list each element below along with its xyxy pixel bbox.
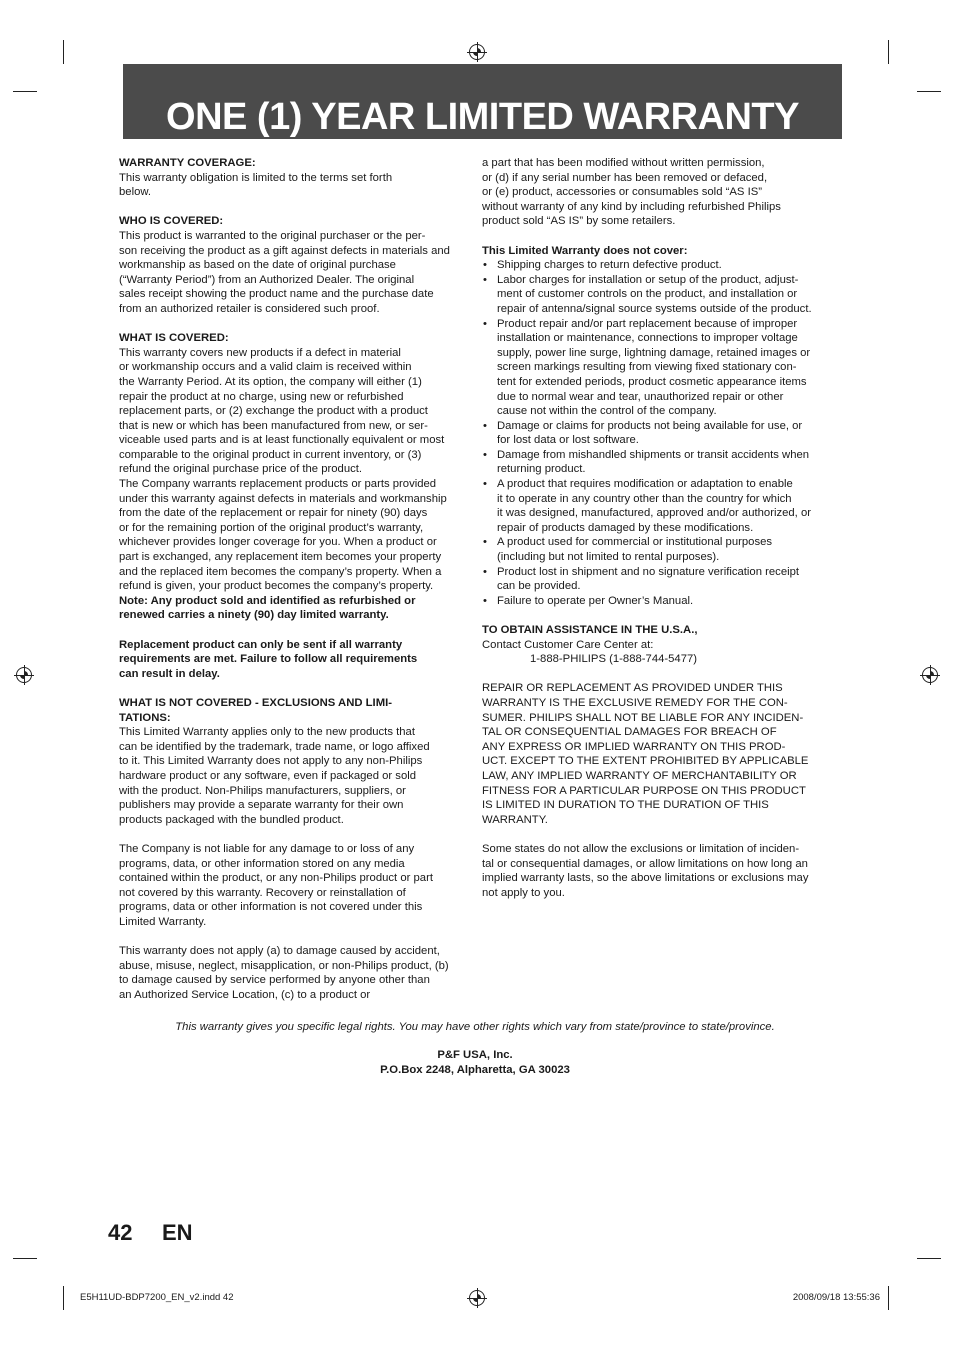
legal-rights-note: This warranty gives you specific legal rights. You may have other rights which vary from state/province to state/province. bbox=[175, 1021, 775, 1033]
text-line: The Company is not liable for any damage to or loss of any bbox=[119, 842, 415, 855]
list-item bbox=[482, 594, 832, 609]
text-line: repair of products damaged by these modifications. bbox=[497, 521, 754, 534]
liability-text bbox=[119, 842, 468, 930]
text-line: programs, data or other information is not covered under this bbox=[119, 901, 423, 914]
crop-mark bbox=[13, 1258, 37, 1259]
text-line: TAL OR CONSEQUENTIAL DAMAGES FOR BREACH OF bbox=[482, 726, 777, 739]
text-line: (including but not limited to rental purposes). bbox=[497, 551, 720, 564]
text-line: that is new or which has been manufactured from new, or ser- bbox=[119, 419, 428, 432]
exclusion-list bbox=[482, 258, 832, 608]
page-number: 42 bbox=[108, 1220, 133, 1245]
text-line: without warranty of any kind by including refurbished Philips bbox=[482, 200, 781, 213]
text-line: • A product used for commercial or institutional purposes bbox=[497, 536, 773, 549]
text-line: requirements are met. Failure to follow all requirements bbox=[119, 653, 418, 666]
file-slug: E5H11UD-BDP7200_EN_v2.indd 42 bbox=[80, 1292, 234, 1303]
text-line: abuse, misuse, neglect, misapplication, or non-Philips product, (b) bbox=[119, 959, 449, 972]
text-line: due to normal wear and tear, unauthorized repair or other bbox=[497, 390, 784, 403]
crop-mark bbox=[917, 1258, 941, 1259]
text-line: it was designed, manufactured, approved and/or authorized, or bbox=[497, 507, 811, 520]
registration-mark-icon bbox=[469, 44, 485, 60]
crop-mark bbox=[63, 1286, 64, 1310]
coverage-text bbox=[119, 171, 468, 200]
what-heading: WHAT IS COVERED: bbox=[119, 332, 229, 345]
text-line: tal or consequential damages, or allow limitations on how long an bbox=[482, 857, 808, 870]
text-line: supply, power line surge, lightning damage, retained images or bbox=[497, 346, 811, 359]
crop-mark bbox=[888, 1286, 889, 1310]
what-text bbox=[119, 346, 468, 594]
text-line: repair of antenna/signal source systems outside of the product. bbox=[497, 302, 812, 315]
text-line: not apply to you. bbox=[482, 886, 565, 899]
text-line: REPAIR OR REPLACEMENT AS PROVIDED UNDER THIS bbox=[482, 682, 783, 695]
page-title: ONE (1) YEAR LIMITED WARRANTY bbox=[166, 96, 799, 138]
crop-mark bbox=[888, 40, 889, 64]
text-line: below. bbox=[119, 186, 152, 199]
text-line: programs, data, or other information stored on any media bbox=[119, 857, 405, 870]
text-line: WARRANTY. bbox=[482, 813, 548, 826]
continued-text bbox=[482, 156, 832, 229]
text-line: Replacement product can only be sent if all warranty bbox=[119, 638, 403, 651]
text-line: This product is warranted to the original purchaser or the per- bbox=[119, 229, 426, 242]
refurbished-note bbox=[119, 594, 468, 623]
text-line: a part that has been modified without written permission, bbox=[482, 157, 765, 169]
registration-mark-icon bbox=[16, 667, 32, 683]
text-line: or (e) product, accessories or consumables sold “AS IS” bbox=[482, 186, 763, 199]
text-line: SUMER. PHILIPS SHALL NOT BE LIABLE FOR ANY INCIDEN- bbox=[482, 711, 804, 724]
company-block bbox=[119, 1048, 831, 1078]
text-line: refund the original purchase price of the product. bbox=[119, 463, 363, 476]
list-item bbox=[482, 258, 832, 273]
text-line: returning product. bbox=[497, 463, 586, 476]
list-item bbox=[482, 317, 832, 419]
text-line: part is exchanged, any replacement item becomes your property bbox=[119, 551, 442, 564]
text-line: WARRANTY IS THE EXCLUSIVE REMEDY FOR THE CON- bbox=[482, 696, 788, 709]
text-line: comparable to the original product in current inventory, or (3) bbox=[119, 448, 422, 461]
text-line: tent for extended periods, product cosmetic appearance items bbox=[497, 375, 807, 388]
who-text bbox=[119, 229, 468, 317]
text-line: Limited Warranty. bbox=[119, 915, 207, 928]
text-line: implied warranty lasts, so the above limitations or exclusions may bbox=[482, 872, 809, 885]
text-line: from an authorized retailer is considered such proof. bbox=[119, 302, 380, 315]
text-line: publishers may provide a separate warranty for their own bbox=[119, 799, 404, 812]
left-column bbox=[119, 156, 468, 1002]
registration-mark-icon bbox=[469, 1290, 485, 1306]
text-line: This warranty does not apply (a) to damage caused by accident, bbox=[119, 945, 440, 958]
text-line: Note: Any product sold and identified as refurbished or bbox=[119, 594, 416, 607]
language-code: EN bbox=[162, 1220, 193, 1245]
text-line: contained within the product, or any non-Philips product or part bbox=[119, 872, 433, 885]
text-line: • Damage from mishandled shipments or transit accidents when bbox=[497, 448, 810, 461]
text-line: The Company warrants replacement products or parts provided bbox=[119, 478, 437, 491]
text-line: • Failure to operate per Owner’s Manual. bbox=[497, 594, 694, 607]
text-line: This Limited Warranty applies only to the new products that bbox=[119, 726, 415, 739]
text-line: product sold “AS IS” by some retailers. bbox=[482, 215, 676, 228]
text-line: • Labor charges for installation or setup of the product, adjust- bbox=[497, 273, 799, 286]
text-line: • Product repair and/or part replacement because of improper bbox=[497, 317, 798, 330]
right-column bbox=[482, 156, 832, 900]
text-line: to damage caused by service performed by anyone other than bbox=[119, 974, 430, 987]
not-covered-text bbox=[119, 725, 468, 827]
text-line: TATIONS: bbox=[119, 711, 171, 724]
crop-mark bbox=[917, 91, 941, 92]
text-line: UCT. EXCEPT TO THE EXTENT PROHIBITED BY APPLICABLE bbox=[482, 755, 809, 768]
text-line: son receiving the product as a gift against defects in materials and bbox=[119, 244, 450, 257]
text-line: with the product. Non-Philips manufacturers, suppliers, or bbox=[119, 784, 406, 797]
text-line: (“Warranty Period”) from an Authorized Dealer. The original bbox=[119, 273, 415, 286]
text-line: not covered by this warranty. Recovery or reinstallation of bbox=[119, 886, 406, 899]
text-line: FITNESS FOR A PARTICULAR PURPOSE ON THIS PRODUCT bbox=[482, 784, 806, 797]
text-line: WHAT IS NOT COVERED - EXCLUSIONS AND LIMI- bbox=[119, 696, 393, 709]
text-line: This warranty obligation is limited to the terms set forth bbox=[119, 171, 393, 184]
text-line: hardware product or any software, even if packaged or sold bbox=[119, 769, 417, 782]
text-line: or for the remaining portion of the original product’s warranty, bbox=[119, 521, 424, 534]
company-name: P&F USA, Inc. bbox=[437, 1049, 513, 1061]
list-item bbox=[482, 273, 832, 317]
list-item bbox=[482, 448, 832, 477]
text-line: replacement parts, or (2) exchange the product with a product bbox=[119, 405, 428, 418]
not-apply-text bbox=[119, 944, 468, 1002]
text-line: installation or maintenance, connections to improper voltage bbox=[497, 332, 798, 345]
title-banner bbox=[123, 64, 842, 139]
not-cover-heading: This Limited Warranty does not cover: bbox=[482, 244, 688, 257]
replacement-note bbox=[119, 638, 468, 682]
text-line: viceable used parts and is at least functionally equivalent or most bbox=[119, 434, 445, 447]
text-line: • Product lost in shipment and no signature verification receipt bbox=[497, 565, 800, 578]
text-line: or (d) if any serial number has been removed or defaced, bbox=[482, 171, 768, 184]
text-line: LAW, ANY IMPLIED WARRANTY OF MERCHANTABILITY OR bbox=[482, 769, 797, 782]
list-item bbox=[482, 477, 832, 535]
text-line: whichever provides longer coverage for you. When a product or bbox=[119, 536, 437, 549]
crop-mark bbox=[63, 40, 64, 64]
not-covered-heading bbox=[119, 696, 468, 725]
crop-mark bbox=[13, 91, 37, 92]
assistance-heading: TO OBTAIN ASSISTANCE IN THE U.S.A., bbox=[482, 624, 698, 636]
text-line: and the replaced item becomes the company’s property. When a bbox=[119, 565, 442, 578]
text-line: cause not within the control of the company. bbox=[497, 405, 717, 418]
text-line: to it. This Limited Warranty does not apply to any non-Philips bbox=[119, 755, 423, 768]
text-line: sales receipt showing the product name and the purchase date bbox=[119, 288, 434, 301]
text-line: This warranty covers new products if a defect in material bbox=[119, 346, 401, 359]
date-slug: 2008/09/18 13:55:36 bbox=[792, 1292, 880, 1303]
text-line: IS LIMITED IN DURATION TO THE DURATION OF THIS bbox=[482, 799, 769, 812]
text-line: renewed carries a ninety (90) day limited warranty. bbox=[119, 609, 389, 622]
text-line: ANY EXPRESS OR IMPLIED WARRANTY ON THIS PROD- bbox=[482, 740, 786, 753]
text-line: the Warranty Period. At its option, the company will either (1) bbox=[119, 375, 422, 388]
text-line: it to operate in any country other than the country for which bbox=[497, 492, 792, 505]
text-line: ment of customer controls on the product, and installation or bbox=[497, 288, 798, 301]
phone-number: 1-888-PHILIPS (1-888-744-5477) bbox=[530, 653, 698, 666]
text-line: Some states do not allow the exclusions or limitation of inciden- bbox=[482, 842, 800, 855]
company-address: P.O.Box 2248, Alpharetta, GA 30023 bbox=[380, 1064, 570, 1076]
text-line: refund is given, your product becomes the company’s property. bbox=[119, 580, 434, 593]
states-text bbox=[482, 842, 832, 900]
text-line: • A product that requires modification or adaptation to enable bbox=[497, 478, 793, 491]
assistance-text: Contact Customer Care Center at: bbox=[482, 638, 654, 651]
text-line: under this warranty against defects in materials and workmanship bbox=[119, 492, 447, 505]
text-line: from the date of the replacement or repair for ninety (90) days bbox=[119, 507, 428, 520]
text-line: repair the product at no charge, using new or refurbished bbox=[119, 390, 404, 403]
text-line: can be provided. bbox=[497, 580, 581, 593]
text-line: • Shipping charges to return defective product. bbox=[497, 259, 722, 272]
list-item bbox=[482, 565, 832, 594]
text-line: products packaged with the bundled product. bbox=[119, 813, 344, 826]
coverage-heading: WARRANTY COVERAGE: bbox=[119, 157, 256, 169]
registration-mark-icon bbox=[922, 667, 938, 683]
text-line: for lost data or lost software. bbox=[497, 434, 639, 447]
text-line: workmanship as based on the date of original purchase bbox=[119, 259, 396, 272]
text-line: or workmanship occurs and a valid claim is received within bbox=[119, 361, 412, 374]
list-item bbox=[482, 535, 832, 564]
list-item bbox=[482, 419, 832, 448]
text-line: can result in delay. bbox=[119, 667, 220, 680]
text-line: can be identified by the trademark, trade name, or logo affixed bbox=[119, 740, 430, 753]
text-line: screen markings resulting from viewing fixed stationary con- bbox=[497, 361, 797, 374]
text-line: • Damage or claims for products not being available for use, or bbox=[497, 419, 803, 432]
remedy-text bbox=[482, 681, 832, 827]
who-heading: WHO IS COVERED: bbox=[119, 215, 224, 228]
text-line: an Authorized Service Location, (c) to a product or bbox=[119, 988, 371, 1001]
